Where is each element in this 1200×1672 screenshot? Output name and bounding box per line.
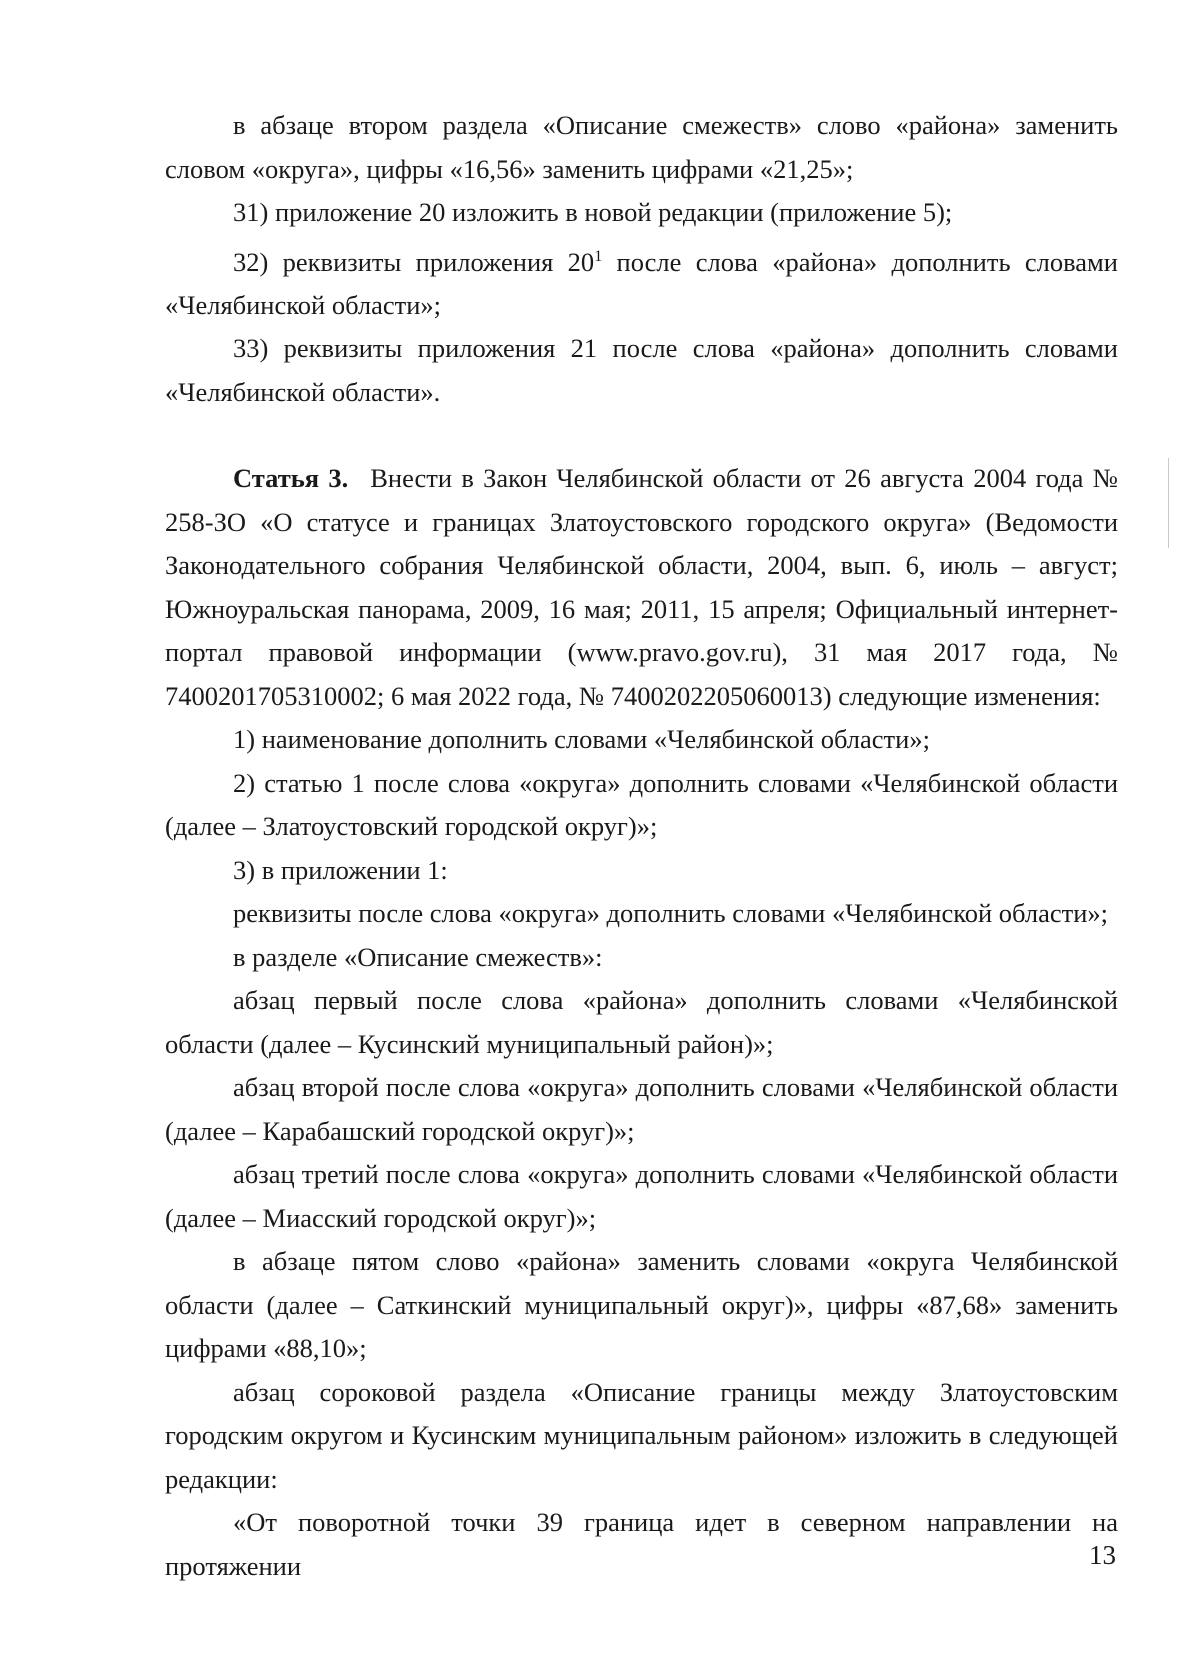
paragraph: 1) наименование дополнить словами «Челябинской области»;	[233, 724, 930, 755]
scan-artifact	[1168, 458, 1169, 548]
article-text: Внести в Закон Челябинской области от 26 августа 2004 года № 258-ЗО «О статусе и границах Златоустовского городского округа» (Ведомости Законодательного собрания Челябинской области, 2004, вып. 6, июль – август; Южноуральская панорама, 2009, 16 мая; 2011, 15 апреля; Официальный интернет-портал правовой информации (www.pravo.gov.ru), 31 мая 2017 года, № 7400201705310002; 6 мая 2022 года, № 7400202205060013) следующие изменения:	[165, 463, 1118, 711]
paragraph: 2) статью 1 после слова «округа» дополнить словами «Челябинской области (далее – Златоустовский городской округ)»;	[165, 767, 1118, 842]
paragraph: в абзаце пятом слово «района» заменить словами «округа Челябинской области (далее – Саткинский муниципальный округ)», цифры «87,68» заменить цифрами «88,10»;	[165, 1246, 1118, 1364]
superscript: 1	[594, 247, 603, 265]
article-paragraph	[165, 457, 1118, 718]
page-number: 13	[1089, 1540, 1116, 1570]
paragraph: абзац сороковой раздела «Описание границы между Златоустовским городским округом и Кусинским муниципальным районом» изложить в следующей редакции:	[165, 1376, 1118, 1494]
paragraph	[165, 235, 1118, 328]
paragraph: реквизиты после слова «округа» дополнить словами «Челябинской области»;	[233, 898, 1108, 929]
paragraph: 33) реквизиты приложения 21 после слова «района» дополнить словами «Челябинской области».	[165, 333, 1118, 407]
paragraph: 3) в приложении 1:	[233, 854, 448, 885]
paragraph: абзац второй после слова «округа» дополнить словами «Челябинской области (далее – Карабашский городской округ)»;	[165, 1072, 1118, 1146]
paragraph-text: 32) реквизиты приложения 20	[233, 246, 595, 277]
paragraph: в абзаце втором раздела «Описание смежеств» слово «района» заменить словом «округа», цифры «16,56» заменить цифрами «21,25»;	[165, 110, 1118, 184]
paragraph: «От поворотной точки 39 граница идет в северном направлении на протяжении	[165, 1507, 1118, 1581]
document-body	[165, 104, 1118, 1588]
paragraph: абзац первый после слова «района» дополнить словами «Челябинской области (далее – Кусинский муниципальный район)»;	[165, 985, 1118, 1059]
paragraph: абзац третий после слова «округа» дополнить словами «Челябинской области (далее – Миасский городской округ)»;	[165, 1159, 1118, 1233]
paragraph: в разделе «Описание смежеств»:	[233, 941, 603, 972]
paragraph-text: после слова «района» дополнить словами «Челябинской области»;	[165, 246, 1118, 320]
article-label: Статья 3.	[233, 463, 349, 494]
paragraph: 31) приложение 20 изложить в новой редакции (приложение 5);	[233, 197, 953, 227]
